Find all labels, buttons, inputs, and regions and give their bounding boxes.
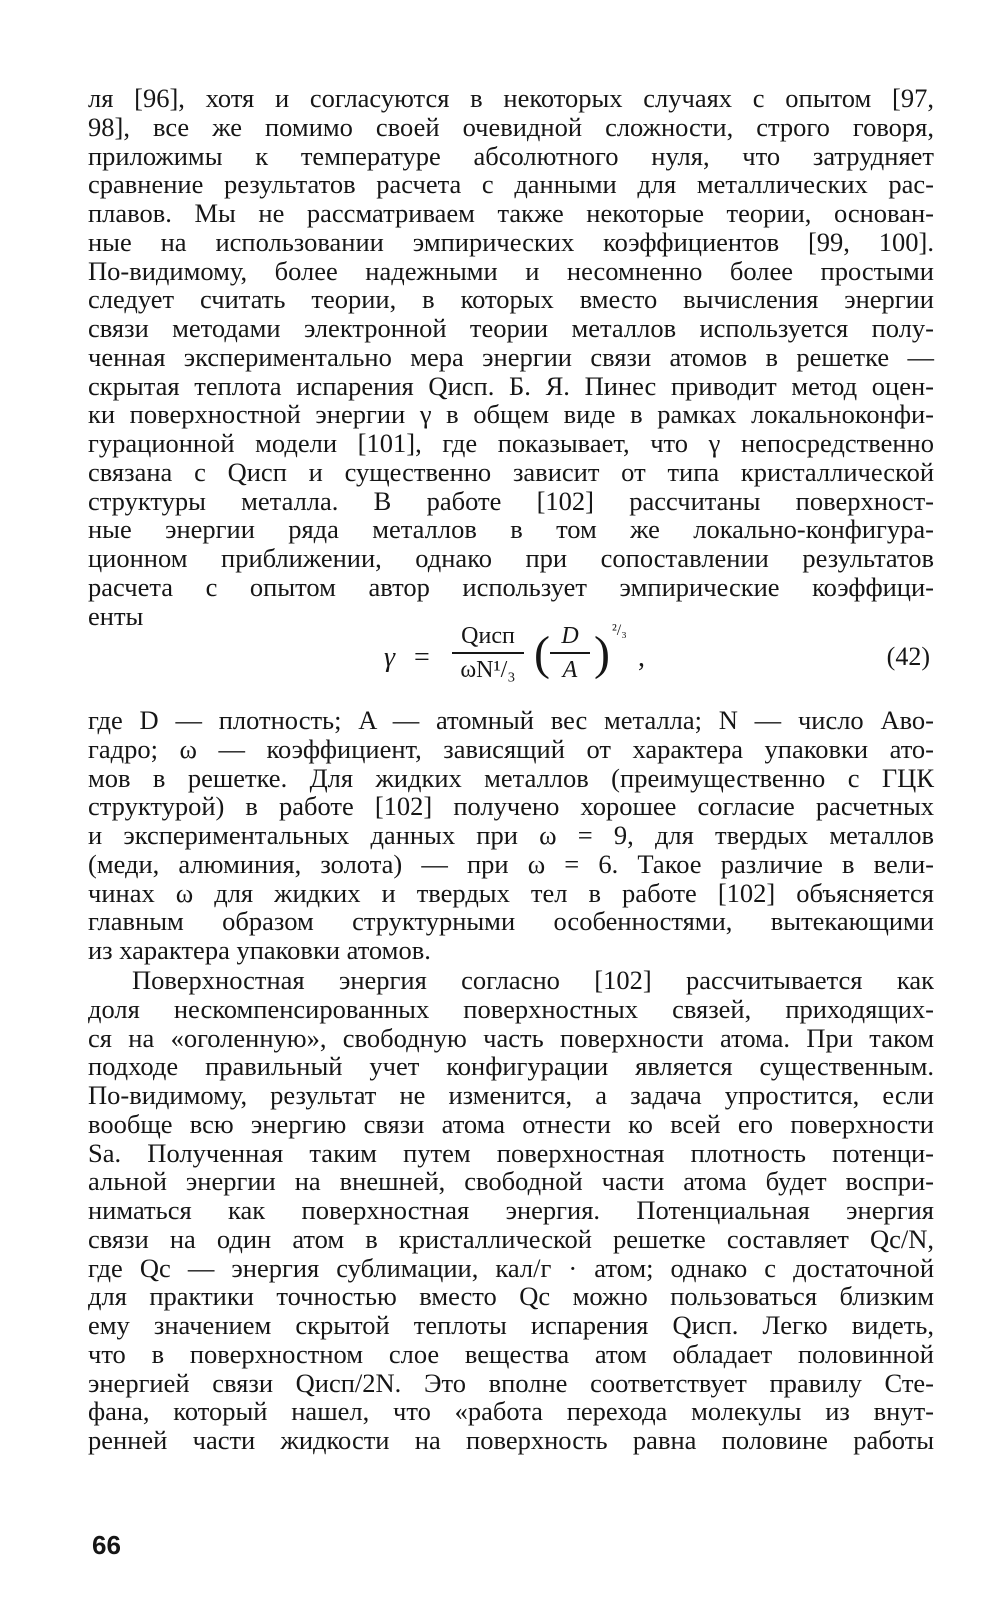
text-line: ренней части жидкости на поверхность равна половине работы	[88, 1425, 934, 1455]
formula-inner-numerator: D	[561, 623, 579, 649]
formula-equals: =	[414, 642, 430, 673]
formula-fraction	[452, 622, 524, 684]
text-line: из характера упаковки атомов.	[88, 935, 431, 965]
text-line: ся на «оголенную», свободную часть поверхности атома. При таком	[88, 1022, 934, 1053]
formula-inner-denominator: A	[562, 657, 578, 683]
formula-denominator: ωN¹/₃	[460, 657, 516, 683]
text-line: альной энергии на внешней, свободной части атома будет воспри-	[88, 1166, 934, 1197]
text-line: расчета с опытом автор использует эмпирические коэффици-	[88, 571, 934, 602]
paragraph-2	[88, 706, 934, 965]
text-line: где Qс — энергия сублимации, кал/г · атом; однако с достаточной	[88, 1252, 934, 1283]
equation-number: (42)	[886, 642, 930, 671]
text-line: где D — плотность; A — атомный вес металла; N — число Аво-	[88, 705, 934, 735]
text-line: ля [96], хотя и согласуются в некоторых случаях с опытом [97,	[88, 83, 934, 113]
text-line: По-видимому, результат не изменится, а задача упростится, если	[88, 1080, 934, 1110]
formula-42	[88, 622, 934, 694]
text-line: подходе правильный учет конфигурации является существенным.	[88, 1051, 934, 1082]
text-line: ционном приближении, однако при сопоставлении результатов	[88, 543, 934, 573]
text-line: чинах ω для жидких и твердых тел в работе [102] объясняется	[88, 877, 934, 908]
text-line: следует считать теории, в которых вместо вычисления энергии	[88, 284, 934, 315]
paragraph-1	[88, 84, 934, 630]
text-line: ные энергии ряда металлов в том же локально-конфигура-	[88, 514, 934, 545]
text-line: скрытая теплота испарения Qисп. Б. Я. Пинес приводит метод оцен-	[88, 370, 934, 401]
text-line: ные на использовании эмпирических коэффициентов [99, 100].	[88, 226, 934, 257]
text-line: Sа. Полученная таким путем поверхностная плотность потенци-	[88, 1137, 934, 1168]
page-number: 66	[92, 1530, 121, 1560]
text-line: По-видимому, более надежными и несомненно более простыми	[88, 255, 934, 286]
text-line: сравнение результатов расчета с данными для металлических рас-	[88, 169, 934, 200]
inner-fraction-bar	[550, 652, 590, 654]
text-line: мов в решетке. Для жидких металлов (преимущественно с ГЦК	[88, 762, 934, 793]
text-line: ченная экспериментально мера энергии связи атомов в решетке —	[88, 341, 934, 372]
text-line: ниматься как поверхностная энергия. Потенциальная энергия	[88, 1195, 934, 1225]
text-line: фана, который нашел, что «работа перехода молекулы из внут-	[88, 1396, 934, 1427]
text-line: связи методами электронной теории металлов используется полу-	[88, 313, 934, 343]
formula-gamma: γ	[384, 642, 396, 673]
text-line: доля нескомпенсированных поверхностных связей, приходящих-	[88, 993, 934, 1024]
paragraph-3	[88, 966, 934, 1455]
text-line: энергией связи Qисп/2N. Это вполне соответствует правилу Сте-	[88, 1367, 934, 1398]
text-line: связана с Qисп и существенно зависит от типа кристаллической	[88, 456, 934, 487]
formula-open-paren: (	[534, 627, 550, 680]
text-line: гурационной модели [101], где показывает, что γ непосредственно	[88, 428, 934, 458]
fraction-bar	[452, 652, 524, 654]
text-line: 98], все же помимо своей очевидной сложности, строго говоря,	[88, 111, 934, 142]
text-line: ки поверхностной энергии γ в общем виде в рамках локальноконфи-	[88, 399, 934, 430]
text-line: структуры металла. В работе [102] рассчитаны поверхност-	[88, 485, 934, 516]
formula-exponent: ²/₃	[612, 622, 627, 639]
text-line: что в поверхностном слое вещества атом обладает половинной	[88, 1338, 934, 1369]
text-line: связи на один атом в кристаллической решетке составляет Qс/N,	[88, 1223, 934, 1254]
formula-numerator: Qисп	[461, 623, 515, 649]
text-line: приложимы к температуре абсолютного нуля, что затрудняет	[88, 140, 934, 171]
text-line: (меди, алюминия, золота) — при ω = 6. Такое различие в вели-	[88, 848, 934, 879]
text-line: плавов. Мы не рассматриваем также некоторые теории, основан-	[88, 198, 934, 228]
text-line: для практики точностью вместо Qс можно пользоваться близким	[88, 1281, 934, 1312]
text-line: и экспериментальных данных при ω = 9, для твердых металлов	[88, 820, 934, 850]
text-line: Поверхностная энергия согласно [102] рассчитывается как	[132, 965, 934, 995]
text-line: структурой) в работе [102] получено хорошее согласие расчетных	[88, 791, 934, 822]
formula-comma: ,	[638, 642, 645, 673]
text-line: енты	[88, 600, 144, 631]
formula-close-paren: )	[594, 627, 610, 680]
text-line: главным образом структурными особенностями, вытекающими	[88, 906, 934, 937]
formula-inner-fraction	[550, 622, 590, 684]
text-line: гадро; ω — коэффициент, зависящий от характера упаковки ато-	[88, 733, 934, 764]
text-line: вообще всю энергию связи атома отнести ко всей его поверхности	[88, 1108, 934, 1139]
text-line: ему значением скрытой теплоты испарения Qисп. Легко видеть,	[88, 1310, 934, 1340]
